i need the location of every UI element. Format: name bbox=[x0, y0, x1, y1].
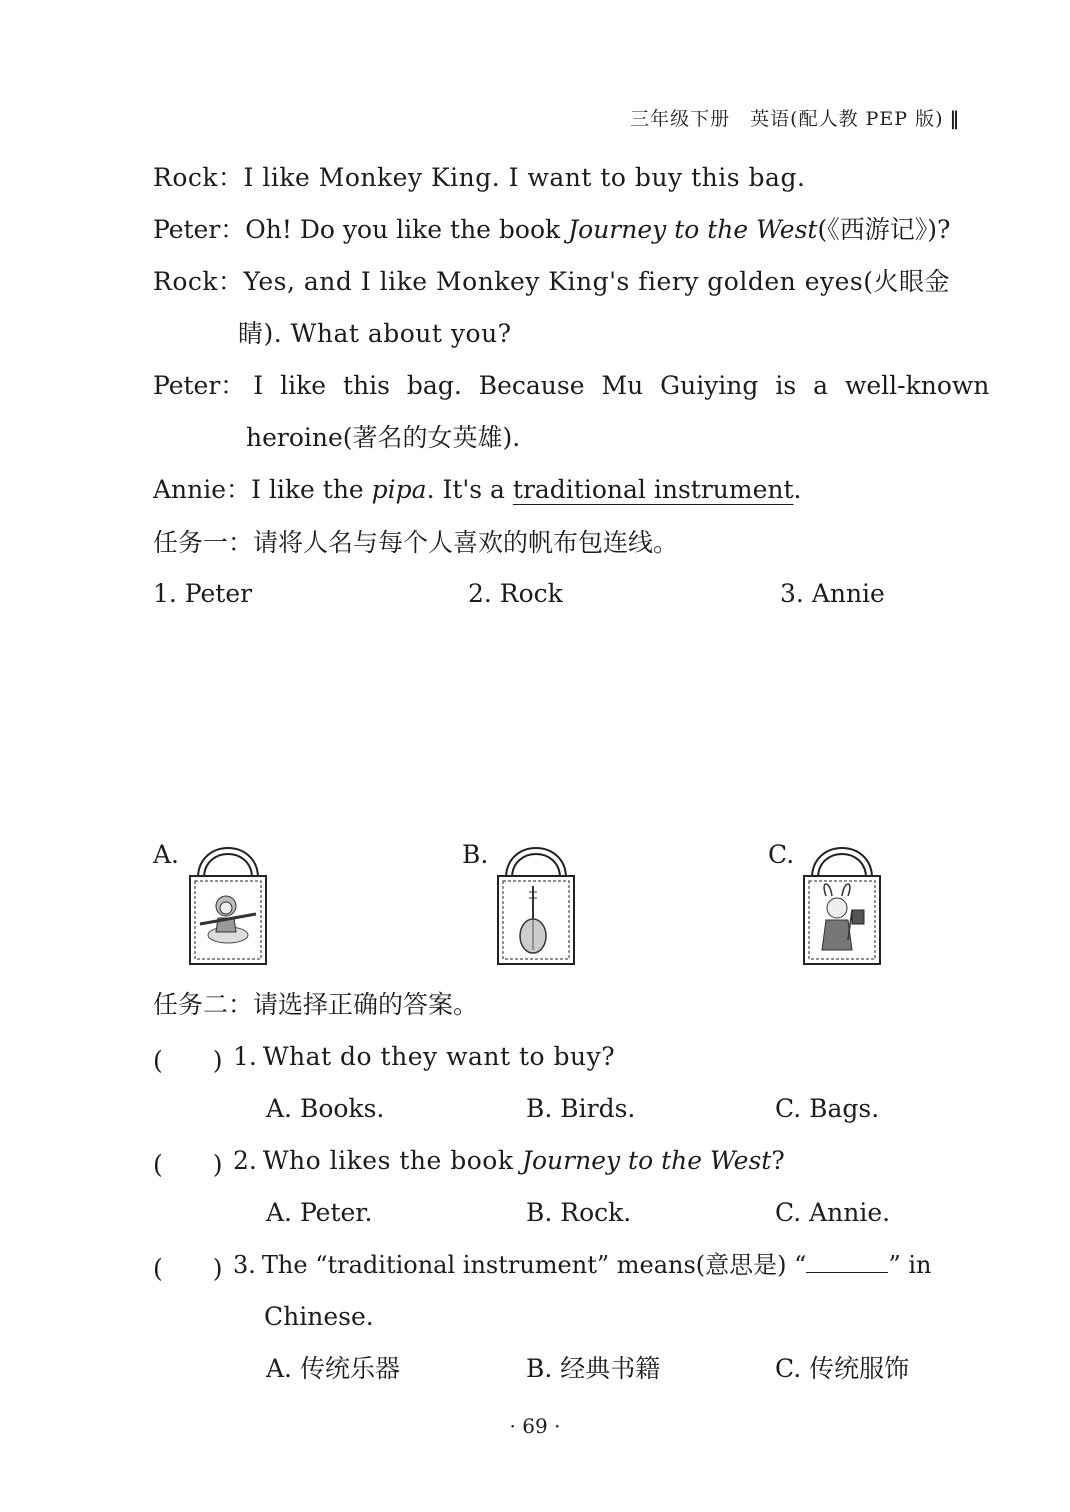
question-text: The “traditional instrument” means(意思是) “ bbox=[261, 1251, 807, 1279]
dialogue-line-3 bbox=[153, 266, 950, 298]
dialogue-text: I like Monkey King. I want to buy this bag. bbox=[243, 163, 806, 192]
pipa-word: pipa bbox=[371, 475, 427, 504]
question-text: Who likes the book bbox=[262, 1146, 522, 1175]
q1-option-b[interactable]: B. Birds. bbox=[526, 1094, 636, 1123]
page-header bbox=[630, 104, 960, 131]
question-number: 1. bbox=[233, 1042, 257, 1071]
question-text: ” in bbox=[888, 1251, 932, 1279]
name-annie[interactable]: 3. Annie bbox=[780, 579, 885, 608]
question-3 bbox=[233, 1249, 931, 1281]
book-title: Journey to the West bbox=[521, 1146, 772, 1175]
task1-title: 任务一：请将人名与每个人喜欢的帆布包连线。 bbox=[153, 528, 679, 557]
question-2 bbox=[233, 1145, 785, 1177]
dialogue-text: I like this bag. Because Mu Guiying is a well-known bbox=[253, 371, 990, 400]
dialogue-line-1 bbox=[153, 162, 805, 194]
speaker-peter: Peter： bbox=[153, 215, 246, 244]
question-number: 3. bbox=[233, 1251, 256, 1279]
name-rock[interactable]: 2. Rock bbox=[468, 579, 563, 608]
q2-option-a[interactable]: A. Peter. bbox=[266, 1198, 373, 1227]
mu-guiying-bag-icon[interactable] bbox=[802, 840, 882, 970]
name-peter[interactable]: 1. Peter bbox=[153, 579, 253, 608]
question-text: What do they want to buy? bbox=[262, 1042, 616, 1071]
dialogue-text: Yes, and I like Monkey King's fiery golden eyes(火眼金 bbox=[243, 267, 950, 296]
header-mark: ‖ bbox=[949, 108, 960, 130]
dialogue-continuation: heroine(著名的女英雄). bbox=[246, 423, 521, 452]
bag-b-label: B. bbox=[462, 840, 489, 869]
task2-title: 任务二：请选择正确的答案。 bbox=[153, 990, 479, 1019]
monkey-king-bag-icon[interactable] bbox=[188, 840, 268, 970]
dialogue-line-2 bbox=[153, 214, 950, 246]
bag-a-label: A. bbox=[153, 840, 180, 869]
pipa-bag-icon[interactable] bbox=[496, 840, 576, 970]
question-1 bbox=[233, 1041, 615, 1073]
q3-option-c[interactable]: C. 传统服饰 bbox=[775, 1354, 910, 1383]
dialogue-text: . bbox=[793, 475, 802, 504]
dialogue-text: Oh! Do you like the book bbox=[245, 215, 569, 244]
speaker-rock: Rock： bbox=[153, 267, 244, 296]
q2-option-b[interactable]: B. Rock. bbox=[526, 1198, 632, 1227]
q3-option-a[interactable]: A. 传统乐器 bbox=[266, 1354, 400, 1383]
dialogue-line-5 bbox=[153, 474, 801, 506]
dialogue-continuation: 睛). What about you? bbox=[238, 319, 512, 348]
speaker-rock: Rock： bbox=[153, 163, 244, 192]
question-continuation: Chinese. bbox=[264, 1302, 374, 1331]
dialogue-line-4 bbox=[153, 370, 990, 402]
question-number: 2. bbox=[233, 1146, 257, 1175]
dialogue-text: I like the bbox=[251, 475, 372, 504]
header-title: 三年级下册 英语(配人教 PEP 版) bbox=[630, 108, 944, 130]
dialogue-text: . It's a bbox=[426, 475, 513, 504]
dialogue-text: (《西游记》)? bbox=[817, 215, 951, 244]
question-text: ? bbox=[771, 1146, 785, 1175]
q3-option-b[interactable]: B. 经典书籍 bbox=[526, 1354, 661, 1383]
q1-option-a[interactable]: A. Books. bbox=[266, 1094, 385, 1123]
answer-blank-2[interactable]: ( ) bbox=[153, 1150, 223, 1179]
answer-blank-3[interactable]: ( ) bbox=[153, 1254, 223, 1283]
q2-option-c[interactable]: C. Annie. bbox=[775, 1198, 891, 1227]
fill-blank[interactable] bbox=[806, 1250, 888, 1273]
speaker-annie: Annie： bbox=[153, 475, 252, 504]
book-title: Journey to the West bbox=[568, 215, 818, 244]
page-number: · 69 · bbox=[509, 1414, 561, 1438]
speaker-peter: Peter： bbox=[153, 371, 246, 400]
underlined-phrase: traditional instrument bbox=[512, 475, 794, 504]
bag-c-label: C. bbox=[768, 840, 795, 869]
answer-blank-1[interactable]: ( ) bbox=[153, 1046, 223, 1075]
q1-option-c[interactable]: C. Bags. bbox=[775, 1094, 880, 1123]
